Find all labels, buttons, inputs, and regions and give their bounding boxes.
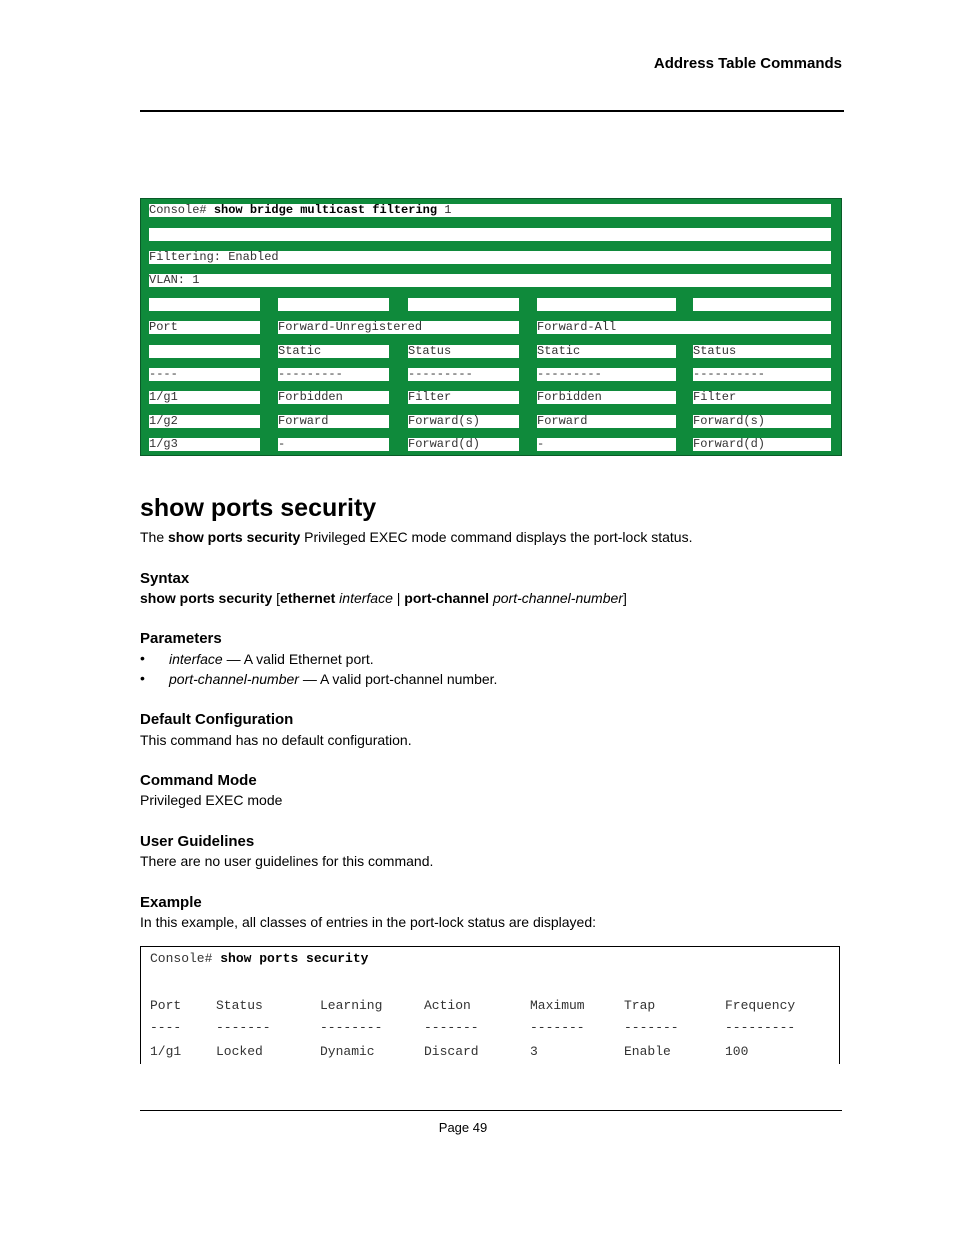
running-header: Address Table Commands — [653, 55, 842, 72]
table-cell: 1/g3 — [149, 438, 260, 451]
page-number: Page 49 — [438, 1120, 488, 1135]
parameter-item — [169, 651, 374, 667]
console-command: show bridge multicast filtering — [213, 204, 438, 217]
console-command: show ports security — [220, 951, 369, 966]
syntax-heading: Syntax — [140, 570, 190, 587]
command-mode-text: Privileged EXEC mode — [140, 792, 283, 808]
default-config-heading: Default Configuration — [140, 711, 294, 728]
command-mode-heading: Command Mode — [140, 772, 257, 789]
table-cell: Forward — [278, 415, 389, 428]
footer-rule — [140, 1110, 842, 1111]
syntax-command: show ports security — [140, 590, 273, 606]
parameters-heading: Parameters — [140, 630, 222, 647]
security-cell: 100 — [725, 1044, 749, 1059]
empty-cell — [408, 298, 519, 311]
dash-cell: ---- — [149, 368, 260, 381]
empty-cell — [537, 298, 676, 311]
security-col-header: Frequency — [725, 998, 796, 1013]
table-cell: Filter — [408, 391, 519, 404]
console-prompt: Console# — [150, 951, 213, 966]
security-col-header: Action — [424, 998, 471, 1013]
table-cell: Forward(d) — [408, 438, 519, 451]
security-col-header: Trap — [624, 998, 656, 1013]
table-cell: Filter — [693, 391, 831, 404]
security-console-block — [140, 946, 840, 1064]
parameter-item — [169, 671, 497, 687]
security-cell: Discard — [424, 1044, 479, 1059]
sub-header-cell — [149, 345, 260, 358]
section-title: show ports security — [140, 494, 377, 522]
table-cell: Forward — [537, 415, 676, 428]
user-guidelines-text: There are no user guidelines for this command. — [140, 853, 434, 869]
bullet-icon: • — [140, 670, 145, 686]
col-header-port: Port — [149, 321, 260, 334]
syntax-bracket: [ — [272, 590, 281, 606]
bullet-icon: • — [140, 650, 145, 666]
empty-cell — [693, 298, 831, 311]
parameter-term: port-channel-number — [169, 671, 299, 687]
table-cell: Forward(s) — [408, 415, 519, 428]
intro-command: show ports security — [168, 529, 301, 545]
example-heading: Example — [140, 894, 202, 911]
filtering-status-line: Filtering: Enabled — [149, 251, 831, 264]
security-dash: ------- — [530, 1020, 585, 1035]
table-cell: Forbidden — [537, 391, 676, 404]
sub-header-cell: Static — [537, 345, 676, 358]
table-cell: 1/g1 — [149, 391, 260, 404]
console-command-arg: 1 — [444, 204, 452, 217]
sub-header-cell: Static — [278, 345, 389, 358]
table-cell: Forbidden — [278, 391, 389, 404]
syntax-line — [140, 590, 627, 606]
default-config-text: This command has no default configuration. — [140, 732, 412, 748]
security-command-line — [150, 951, 368, 966]
security-dash: --------- — [725, 1020, 796, 1035]
col-header-forward-unregistered: Forward-Unregistered — [278, 321, 519, 334]
table-cell: Forward(d) — [693, 438, 831, 451]
sub-header-cell: Status — [693, 345, 831, 358]
security-cell: Dynamic — [320, 1044, 375, 1059]
parameter-desc: — A valid Ethernet port. — [222, 651, 374, 667]
security-cell: Enable — [624, 1044, 671, 1059]
syntax-keyword: ethernet — [280, 590, 336, 606]
security-col-header: Maximum — [530, 998, 585, 1013]
dash-cell: --------- — [537, 368, 676, 381]
security-dash: -------- — [320, 1020, 383, 1035]
table-cell: - — [537, 438, 676, 451]
filtering-console-block — [140, 198, 842, 456]
parameter-term: interface — [169, 651, 223, 667]
console-command-line — [149, 204, 831, 217]
security-col-header: Port — [150, 998, 182, 1013]
security-col-header: Status — [216, 998, 263, 1013]
dash-cell: --------- — [408, 368, 519, 381]
intro-text: The — [140, 529, 169, 545]
console-prompt: Console# — [149, 204, 207, 217]
example-text: In this example, all classes of entries in the port-lock status are displayed: — [140, 914, 596, 930]
table-cell: 1/g2 — [149, 415, 260, 428]
security-cell: 3 — [530, 1044, 538, 1059]
security-dash: ------- — [424, 1020, 479, 1035]
empty-cell — [149, 298, 260, 311]
security-cell: Locked — [216, 1044, 263, 1059]
syntax-bracket: ] — [622, 590, 627, 606]
security-cell: 1/g1 — [150, 1044, 182, 1059]
security-dash: ---- — [150, 1020, 182, 1035]
col-header-forward-all: Forward-All — [537, 321, 831, 334]
section-intro — [140, 529, 692, 545]
sub-header-cell: Status — [408, 345, 519, 358]
syntax-keyword: port-channel — [404, 590, 490, 606]
security-col-header: Learning — [320, 998, 383, 1013]
dash-cell: --------- — [278, 368, 389, 381]
table-cell: - — [278, 438, 389, 451]
empty-cell — [278, 298, 389, 311]
security-dash: ------- — [624, 1020, 679, 1035]
parameter-desc: — A valid port-channel number. — [298, 671, 498, 687]
vlan-line: VLAN: 1 — [149, 274, 831, 287]
security-dash: ------- — [216, 1020, 271, 1035]
intro-text: Privileged EXEC mode command displays the port-lock status. — [300, 529, 693, 545]
table-cell: Forward(s) — [693, 415, 831, 428]
user-guidelines-heading: User Guidelines — [140, 833, 255, 850]
syntax-arg: port-channel-number — [492, 590, 623, 606]
console-blank-line — [149, 228, 831, 241]
header-rule — [140, 110, 844, 112]
dash-cell: ---------- — [693, 368, 831, 381]
syntax-arg: interface — [339, 590, 393, 606]
syntax-pipe: | — [392, 590, 405, 606]
